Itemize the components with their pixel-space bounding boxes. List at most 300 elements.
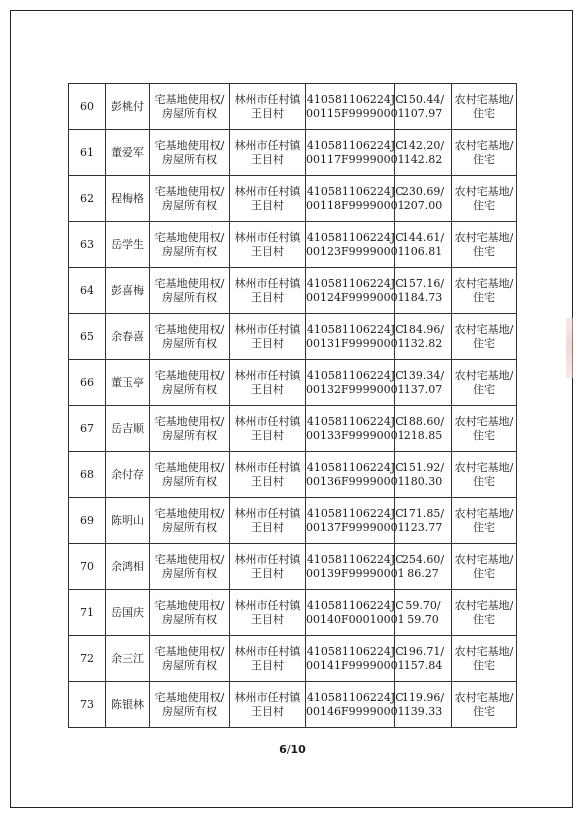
right-type-cell-line: 房屋所有权 [162, 106, 217, 120]
page-total: 10 [290, 743, 306, 756]
location-cell-line: 林州市任村镇 [234, 184, 301, 198]
usage-cell-lines [455, 369, 514, 397]
unit-number-cell-line: 00118F99990001 [306, 198, 405, 212]
page-current: 6 [279, 743, 287, 756]
usage-cell-line: 住宅 [473, 474, 495, 488]
unit-number-cell-line: 410581106224JC [306, 368, 404, 382]
location-cell-lines [235, 93, 301, 121]
row-number-cell: 65 [69, 314, 106, 360]
unit-number-cell [306, 544, 405, 590]
owner-name-cell: 彭桃付 [106, 84, 150, 130]
page-separator: / [286, 743, 291, 756]
right-type-cell [150, 84, 230, 130]
right-type-cell-line: 房屋所有权 [162, 566, 217, 580]
area-cell [395, 682, 452, 728]
usage-cell-line: 农村宅基地/ [454, 598, 514, 612]
right-type-cell [150, 360, 230, 406]
area-cell-lines [402, 93, 444, 121]
location-cell-line: 王目村 [251, 520, 284, 534]
usage-cell-lines [455, 93, 514, 121]
location-cell-lines [235, 415, 301, 443]
usage-cell-line: 农村宅基地/ [454, 230, 514, 244]
usage-cell-lines [455, 553, 514, 581]
usage-cell-line: 住宅 [473, 704, 495, 718]
usage-cell-line: 农村宅基地/ [454, 552, 514, 566]
right-type-cell-lines [155, 93, 225, 121]
usage-cell-line: 住宅 [473, 244, 495, 258]
area-cell-line: 86.27 [407, 566, 439, 580]
area-cell-lines [402, 415, 444, 443]
unit-number-cell-line: 00124F99990001 [306, 290, 405, 304]
location-cell [230, 636, 306, 682]
right-type-cell-line: 宅基地使用权/ [154, 506, 225, 520]
area-cell [395, 176, 452, 222]
unit-number-cell [306, 636, 405, 682]
right-type-cell-lines [155, 277, 225, 305]
unit-number-cell-line: 00115F99990001 [306, 106, 405, 120]
unit-number-cell-line: 410581106224JC [306, 138, 404, 152]
right-type-cell-line: 宅基地使用权/ [154, 690, 225, 704]
right-type-cell [150, 222, 230, 268]
right-type-cell-line: 房屋所有权 [162, 612, 217, 626]
unit-number-cell-line: 00117F99990001 [306, 152, 405, 166]
owner-name-cell: 程梅格 [106, 176, 150, 222]
usage-cell-lines [455, 461, 514, 489]
right-type-cell-lines [155, 139, 225, 167]
location-cell-line: 王目村 [251, 428, 284, 442]
location-cell [230, 222, 306, 268]
location-cell-line: 林州市任村镇 [234, 552, 301, 566]
table-row [69, 130, 517, 176]
right-type-cell [150, 314, 230, 360]
location-cell-lines [235, 369, 301, 397]
unit-number-cell-line: 00132F99990001 [306, 382, 405, 396]
unit-number-cell-line: 410581106224JC [306, 92, 404, 106]
usage-cell [452, 130, 517, 176]
usage-cell [452, 636, 517, 682]
unit-number-cell [306, 314, 405, 360]
area-cell [395, 314, 452, 360]
location-cell-line: 林州市任村镇 [234, 230, 301, 244]
row-number-cell: 68 [69, 452, 106, 498]
usage-cell-line: 农村宅基地/ [454, 276, 514, 290]
usage-cell-line: 住宅 [473, 106, 495, 120]
usage-cell [452, 314, 517, 360]
right-type-cell-line: 房屋所有权 [162, 198, 217, 212]
right-type-cell-line: 房屋所有权 [162, 152, 217, 166]
usage-cell-lines [455, 507, 514, 535]
unit-number-cell-line: 00139F99990001 [306, 566, 405, 580]
usage-cell-line: 农村宅基地/ [454, 460, 514, 474]
usage-cell-line: 农村宅基地/ [454, 506, 514, 520]
area-cell-line: 137.07 [403, 382, 443, 396]
unit-number-cell-line: 410581106224JC [306, 552, 404, 566]
location-cell-line: 林州市任村镇 [234, 598, 301, 612]
unit-number-cell-lines [306, 93, 405, 121]
area-cell-line: 184.73 [403, 290, 443, 304]
usage-cell-lines [455, 139, 514, 167]
right-type-cell-line: 宅基地使用权/ [154, 138, 225, 152]
right-type-cell-lines [155, 415, 225, 443]
area-cell-lines [402, 185, 444, 213]
table-row [69, 544, 517, 590]
unit-number-cell [306, 130, 405, 176]
right-type-cell-lines [155, 231, 225, 259]
location-cell-line: 林州市任村镇 [234, 92, 301, 106]
unit-number-cell-line: 410581106224JC [306, 460, 404, 474]
right-type-cell-lines [155, 323, 225, 351]
unit-number-cell-lines [306, 369, 405, 397]
area-cell [395, 222, 452, 268]
unit-number-cell-line: 410581106224JC [306, 414, 404, 428]
area-cell-lines [402, 461, 444, 489]
usage-cell-line: 住宅 [473, 612, 495, 626]
right-type-cell [150, 130, 230, 176]
location-cell-lines [235, 139, 301, 167]
row-number-cell: 72 [69, 636, 106, 682]
table-row [69, 452, 517, 498]
right-type-cell-lines [155, 461, 225, 489]
right-type-cell-line: 宅基地使用权/ [154, 276, 225, 290]
area-cell-line: 254.60/ [401, 552, 445, 566]
area-cell [395, 268, 452, 314]
usage-cell-line: 农村宅基地/ [454, 368, 514, 382]
unit-number-cell-line: 00136F99990001 [306, 474, 405, 488]
usage-cell-line: 农村宅基地/ [454, 138, 514, 152]
location-cell [230, 452, 306, 498]
area-cell [395, 360, 452, 406]
area-cell-lines [405, 599, 440, 627]
location-cell-line: 王目村 [251, 566, 284, 580]
location-cell-lines [235, 645, 301, 673]
unit-number-cell-lines [306, 231, 405, 259]
location-cell [230, 176, 306, 222]
location-cell-line: 林州市任村镇 [234, 506, 301, 520]
usage-cell-line: 农村宅基地/ [454, 690, 514, 704]
unit-number-cell-line: 410581106224JC [306, 230, 404, 244]
usage-cell-line: 住宅 [473, 428, 495, 442]
location-cell [230, 84, 306, 130]
usage-cell-lines [455, 645, 514, 673]
unit-number-cell-line: 410581106224JC [306, 506, 404, 520]
unit-number-cell-lines [306, 599, 405, 627]
right-type-cell-lines [155, 691, 225, 719]
unit-number-cell-line: 410581106224JC [306, 644, 404, 658]
location-cell-lines [235, 277, 301, 305]
area-cell-line: 180.30 [403, 474, 443, 488]
location-cell-line: 王目村 [251, 382, 284, 396]
right-type-cell-line: 宅基地使用权/ [154, 92, 225, 106]
area-cell-line: 188.60/ [401, 414, 445, 428]
unit-number-cell [306, 360, 405, 406]
area-cell [395, 406, 452, 452]
right-type-cell-lines [155, 185, 225, 213]
area-cell-line: 218.85 [403, 428, 443, 442]
location-cell-line: 王目村 [251, 198, 284, 212]
area-cell-lines [402, 231, 444, 259]
usage-cell-line: 农村宅基地/ [454, 414, 514, 428]
right-type-cell-lines [155, 599, 225, 627]
right-type-cell-line: 宅基地使用权/ [154, 322, 225, 336]
property-registry-table [68, 83, 517, 728]
unit-number-cell-lines [306, 507, 405, 535]
table-row [69, 682, 517, 728]
table-row [69, 406, 517, 452]
usage-cell [452, 360, 517, 406]
location-cell [230, 682, 306, 728]
location-cell-lines [235, 507, 301, 535]
area-cell-line: 107.97 [403, 106, 443, 120]
table-row [69, 498, 517, 544]
unit-number-cell [306, 452, 405, 498]
right-type-cell-line: 房屋所有权 [162, 428, 217, 442]
table-row [69, 268, 517, 314]
right-type-cell [150, 590, 230, 636]
owner-name-cell: 陈明山 [106, 498, 150, 544]
area-cell-line: 151.92/ [401, 460, 445, 474]
area-cell-lines [402, 553, 444, 581]
unit-number-cell-line: 00140F00010001 [306, 612, 405, 626]
owner-name-cell: 余春喜 [106, 314, 150, 360]
table-row [69, 84, 517, 130]
usage-cell-line: 农村宅基地/ [454, 644, 514, 658]
location-cell-line: 王目村 [251, 152, 284, 166]
row-number-cell: 61 [69, 130, 106, 176]
usage-cell [452, 406, 517, 452]
area-cell-line: 171.85/ [401, 506, 445, 520]
location-cell-lines [235, 323, 301, 351]
unit-number-cell-lines [306, 139, 405, 167]
row-number-cell: 64 [69, 268, 106, 314]
table-body [69, 84, 517, 728]
row-number-cell: 70 [69, 544, 106, 590]
right-type-cell [150, 498, 230, 544]
area-cell-line: 150.44/ [401, 92, 445, 106]
area-cell-line: 59.70 [407, 612, 439, 626]
location-cell-lines [235, 599, 301, 627]
area-cell-line: 230.69/ [401, 184, 445, 198]
area-cell-line: 106.81 [403, 244, 443, 258]
usage-cell-line: 住宅 [473, 152, 495, 166]
area-cell-line: 157.16/ [401, 276, 445, 290]
row-number-cell: 67 [69, 406, 106, 452]
area-cell [395, 84, 452, 130]
area-cell-lines [402, 507, 444, 535]
usage-cell-line: 住宅 [473, 198, 495, 212]
unit-number-cell-line: 410581106224JC [306, 598, 404, 612]
usage-cell-lines [455, 691, 514, 719]
usage-cell [452, 268, 517, 314]
page-number [0, 743, 585, 756]
location-cell [230, 544, 306, 590]
location-cell-lines [235, 231, 301, 259]
usage-cell [452, 176, 517, 222]
location-cell-lines [235, 185, 301, 213]
unit-number-cell-lines [306, 645, 405, 673]
usage-cell-line: 农村宅基地/ [454, 92, 514, 106]
area-cell [395, 130, 452, 176]
location-cell-line: 王目村 [251, 290, 284, 304]
area-cell-line: 207.00 [403, 198, 443, 212]
row-number-cell: 73 [69, 682, 106, 728]
owner-name-cell: 岳国庆 [106, 590, 150, 636]
location-cell [230, 268, 306, 314]
usage-cell-line: 农村宅基地/ [454, 322, 514, 336]
unit-number-cell-lines [306, 553, 405, 581]
right-type-cell-line: 房屋所有权 [162, 382, 217, 396]
usage-cell [452, 590, 517, 636]
right-type-cell-line: 房屋所有权 [162, 704, 217, 718]
area-cell-line: 59.70/ [405, 598, 441, 612]
area-cell-lines [402, 645, 444, 673]
usage-cell-lines [455, 599, 514, 627]
unit-number-cell-line: 00123F99990001 [306, 244, 405, 258]
location-cell-line: 王目村 [251, 612, 284, 626]
location-cell [230, 360, 306, 406]
area-cell [395, 452, 452, 498]
row-number-cell: 66 [69, 360, 106, 406]
seal-edge-mark [566, 318, 573, 378]
unit-number-cell-lines [306, 277, 405, 305]
unit-number-cell-line: 00133F99990001 [306, 428, 405, 442]
right-type-cell [150, 268, 230, 314]
area-cell-line: 157.84 [403, 658, 443, 672]
right-type-cell-line: 房屋所有权 [162, 336, 217, 350]
owner-name-cell: 董爱军 [106, 130, 150, 176]
table-row [69, 314, 517, 360]
unit-number-cell-line: 00146F99990001 [306, 704, 405, 718]
unit-number-cell [306, 176, 405, 222]
usage-cell-line: 住宅 [473, 382, 495, 396]
location-cell [230, 130, 306, 176]
unit-number-cell-line: 00137F99990001 [306, 520, 405, 534]
usage-cell [452, 544, 517, 590]
usage-cell [452, 452, 517, 498]
area-cell [395, 636, 452, 682]
right-type-cell-line: 宅基地使用权/ [154, 552, 225, 566]
location-cell-lines [235, 461, 301, 489]
row-number-cell: 60 [69, 84, 106, 130]
owner-name-cell: 岳吉顺 [106, 406, 150, 452]
unit-number-cell [306, 590, 405, 636]
unit-number-cell [306, 268, 405, 314]
location-cell-line: 林州市任村镇 [234, 460, 301, 474]
area-cell-line: 119.96/ [401, 690, 445, 704]
usage-cell-line: 住宅 [473, 520, 495, 534]
unit-number-cell-lines [306, 323, 405, 351]
area-cell-lines [402, 139, 444, 167]
area-cell-lines [402, 323, 444, 351]
area-cell-line: 142.20/ [401, 138, 445, 152]
unit-number-cell-line: 410581106224JC [306, 276, 404, 290]
owner-name-cell: 岳学生 [106, 222, 150, 268]
location-cell [230, 590, 306, 636]
right-type-cell-line: 房屋所有权 [162, 290, 217, 304]
right-type-cell [150, 636, 230, 682]
location-cell-line: 林州市任村镇 [234, 368, 301, 382]
right-type-cell-line: 房屋所有权 [162, 244, 217, 258]
table-row [69, 222, 517, 268]
unit-number-cell-line: 00131F99990001 [306, 336, 405, 350]
table-row [69, 176, 517, 222]
location-cell-lines [235, 691, 301, 719]
location-cell [230, 498, 306, 544]
unit-number-cell [306, 498, 405, 544]
area-cell-lines [402, 277, 444, 305]
right-type-cell-line: 房屋所有权 [162, 474, 217, 488]
right-type-cell-line: 宅基地使用权/ [154, 414, 225, 428]
location-cell-line: 林州市任村镇 [234, 690, 301, 704]
area-cell-line: 196.71/ [401, 644, 445, 658]
usage-cell [452, 84, 517, 130]
area-cell-line: 184.96/ [401, 322, 445, 336]
unit-number-cell-lines [306, 461, 405, 489]
owner-name-cell: 董玉亭 [106, 360, 150, 406]
unit-number-cell-line: 410581106224JC [306, 322, 404, 336]
area-cell-line: 144.61/ [401, 230, 445, 244]
row-number-cell: 71 [69, 590, 106, 636]
usage-cell-lines [455, 231, 514, 259]
right-type-cell-line: 宅基地使用权/ [154, 184, 225, 198]
row-number-cell: 62 [69, 176, 106, 222]
right-type-cell-line: 房屋所有权 [162, 520, 217, 534]
area-cell-line: 142.82 [403, 152, 443, 166]
unit-number-cell-lines [306, 185, 405, 213]
right-type-cell [150, 682, 230, 728]
right-type-cell [150, 452, 230, 498]
location-cell-line: 王目村 [251, 704, 284, 718]
usage-cell-line: 农村宅基地/ [454, 184, 514, 198]
area-cell-line: 139.33 [403, 704, 443, 718]
location-cell-line: 王目村 [251, 336, 284, 350]
usage-cell-lines [455, 323, 514, 351]
location-cell-line: 林州市任村镇 [234, 276, 301, 290]
area-cell [395, 544, 452, 590]
usage-cell-lines [455, 415, 514, 443]
usage-cell-line: 住宅 [473, 290, 495, 304]
area-cell-line: 139.34/ [401, 368, 445, 382]
area-cell-line: 132.82 [403, 336, 443, 350]
right-type-cell [150, 176, 230, 222]
unit-number-cell [306, 222, 405, 268]
usage-cell-lines [455, 277, 514, 305]
unit-number-cell [306, 84, 405, 130]
location-cell [230, 314, 306, 360]
usage-cell [452, 682, 517, 728]
usage-cell-lines [455, 185, 514, 213]
unit-number-cell-line: 410581106224JC [306, 184, 404, 198]
unit-number-cell-lines [306, 415, 405, 443]
location-cell-line: 王目村 [251, 474, 284, 488]
right-type-cell [150, 406, 230, 452]
right-type-cell-lines [155, 507, 225, 535]
unit-number-cell [306, 406, 405, 452]
owner-name-cell: 余鸿相 [106, 544, 150, 590]
location-cell-line: 王目村 [251, 244, 284, 258]
right-type-cell-lines [155, 553, 225, 581]
area-cell [395, 498, 452, 544]
usage-cell [452, 498, 517, 544]
usage-cell-line: 住宅 [473, 566, 495, 580]
location-cell [230, 406, 306, 452]
location-cell-line: 林州市任村镇 [234, 322, 301, 336]
area-cell-lines [402, 369, 444, 397]
table-row [69, 360, 517, 406]
right-type-cell-line: 房屋所有权 [162, 658, 217, 672]
right-type-cell-line: 宅基地使用权/ [154, 460, 225, 474]
owner-name-cell: 彭喜梅 [106, 268, 150, 314]
location-cell-line: 林州市任村镇 [234, 414, 301, 428]
